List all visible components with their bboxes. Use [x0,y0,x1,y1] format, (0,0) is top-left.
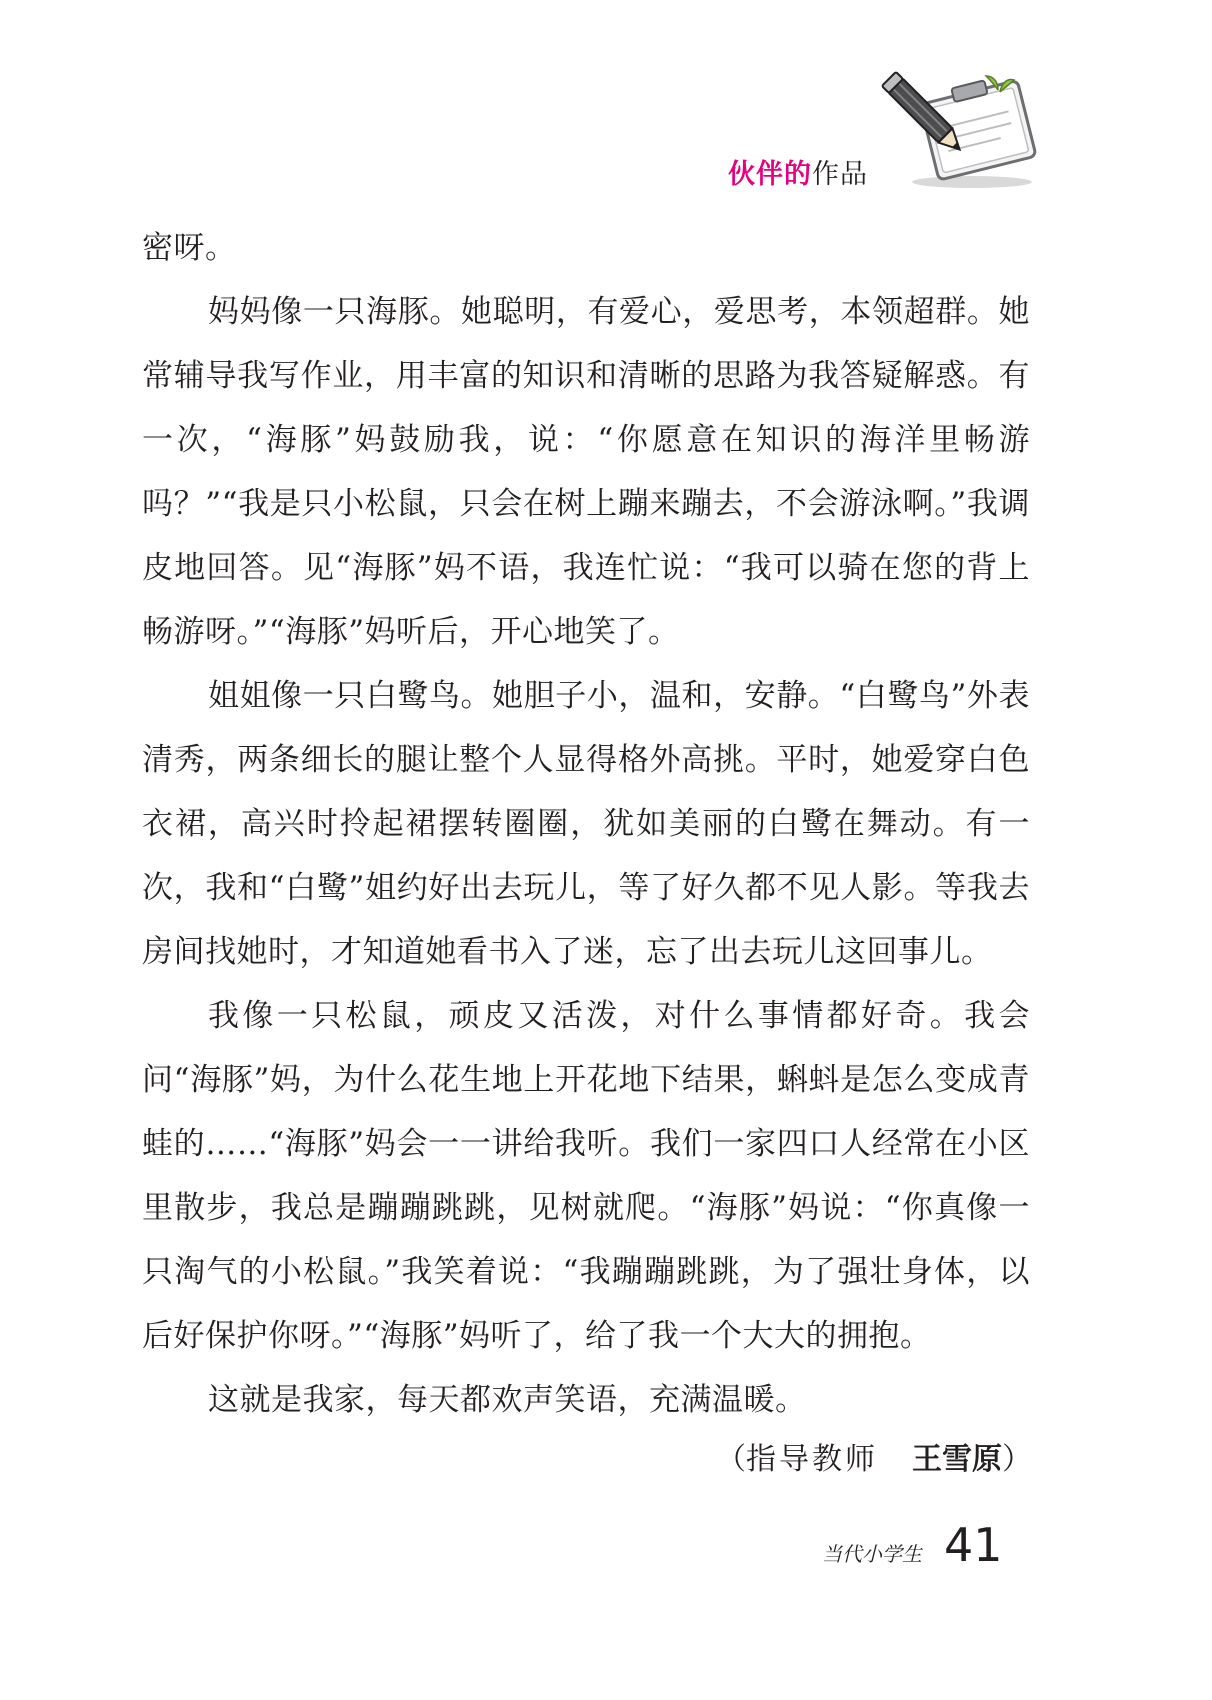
teacher-credit [716,1434,1032,1478]
page-footer [822,1518,1003,1572]
paragraph-self: 我像一只松鼠，顽皮又活泼，对什么事情都好奇。我会问“海豚”妈，为什么花生地上开花地下结果，蝌蚪是怎么变成青蛙的……“海豚”妈会一一讲给我听。我们一家四口人经常在小区里散步，我总是蹦蹦跳跳，见树就爬。“海豚”妈说：“你真像一只淘气的小松鼠。”我笑着说：“我蹦蹦跳跳，为了强壮身体，以后好保护你呀。”“海豚”妈听了，给了我一个大大的拥抱。 [142,998,1030,1354]
page-number: 41 [944,1518,1003,1572]
section-title-accent: 伙伴的 [728,159,812,190]
pencil-clipboard-icon [880,70,1040,190]
magazine-name: 当代小学生 [822,1542,922,1566]
article-body [142,216,1030,1432]
paragraph-conclusion: 这就是我家，每天都欢声笑语，充满温暖。 [208,1382,807,1418]
credit-close-paren: ） [1002,1442,1032,1477]
credit-open-paren: （ [716,1442,746,1477]
paragraph-mother: 妈妈像一只海豚。她聪明，有爱心，爱思考，本领超群。她常辅导我写作业，用丰富的知识和清晰的思路为我答疑解惑。有一次，“海豚”妈鼓励我，说：“你愿意在知识的海洋里畅游吗？”“我是只小松鼠，只会在树上蹦来蹦去，不会游泳啊。”我调皮地回答。见“海豚”妈不语，我连忙说：“我可以骑在您的背上畅游呀。”“海豚”妈听后，开心地笑了。 [142,294,1030,650]
paragraph-sister: 姐姐像一只白鹭鸟。她胆子小，温和，安静。“白鹭鸟”外表清秀，两条细长的腿让整个人显得格外高挑。平时，她爱穿白色衣裙，高兴时拎起裙摆转圈圈，犹如美丽的白鹭在舞动。有一次，我和“白鹭”姐约好出去玩儿，等了好久都不见人影。等我去房间找她时，才知道她看书入了迷，忘了出去玩儿这回事儿。 [142,678,1030,970]
paragraph-continued: 密呀。 [142,230,237,266]
credit-role: 指导教师 [746,1442,878,1477]
page-header [0,0,1212,210]
section-title [728,152,868,191]
credit-name: 王雪原 [912,1442,1002,1477]
section-title-rest: 作品 [812,159,868,190]
